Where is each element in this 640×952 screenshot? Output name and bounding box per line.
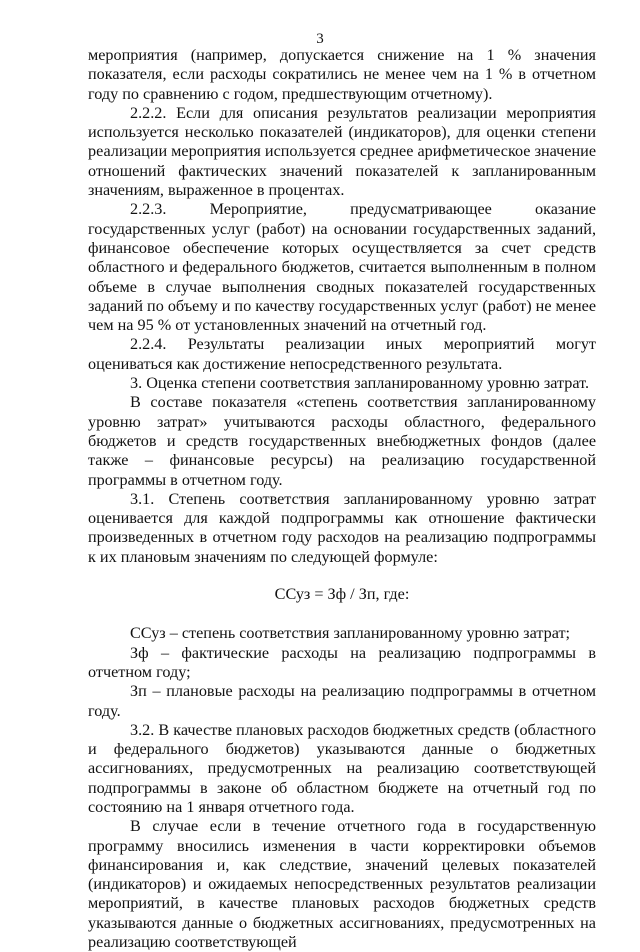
definition-zp: Зп – плановые расходы на реализацию подпрограммы в отчетном году.	[88, 682, 596, 720]
paragraph-3-1: 3.1. Степень соответствия запланированному уровню затрат оценивается для каждой подпрограммы как отношение фактически произведенных в отчетном году расходов на реализацию подпрограммы к их плановым значениям по следующей формуле:	[88, 489, 596, 566]
paragraph-2-2-2: 2.2.2. Если для описания результатов реализации мероприятия используется несколько показателей (индикаторов), для оценки степени реализации мероприятия используется среднее арифметическое значение отношений фактических значений показателей к запланированным значениям, выраженное в процентах.	[88, 103, 596, 200]
section-3-heading: 3. Оценка степени соответствия запланированному уровню затрат.	[130, 374, 590, 393]
paragraph-continuation: мероприятия (например, допускается снижение на 1 % значения показателя, если расходы сократились не менее чем на 1 % в отчетном году по сравнению с годом, предшествующим отчетному).	[88, 46, 596, 103]
definition-ccuz: ССуз – степень соответствия запланированному уровню затрат;	[130, 624, 571, 643]
document-body	[88, 46, 596, 952]
paragraph-section-3-intro: В составе показателя «степень соответствия запланированному уровню затрат» учитываются расходы областного, федерального бюджетов и средств государственных внебюджетных фондов (далее также – финансовые ресурсы) на реализацию государственной программы в отчетном году.	[88, 393, 596, 489]
formula: ССуз = Зф / Зп, где:	[274, 585, 410, 604]
paragraph-3-2: 3.2. В качестве плановых расходов бюджетных средств (областного и федерального бюджетов) указываются данные о бюджетных ассигнованиях, предусмотренных на реализацию соответствующей подпрограммы в законе об областном бюджете на отчетный год по состоянию на 1 января отчетного года.	[88, 720, 596, 816]
paragraph-2-2-3: 2.2.3. Мероприятие, предусматривающее оказание государственных услуг (работ) на основании государственных заданий, финансовое обеспечение которых осуществляется за счет средств областного и федерального бюджетов, считается выполненным в полном объеме в случае выполнения сводных показателей государственных заданий по объему и по качеству государственных услуг (работ) не менее чем на 95 % от установленных значений на отчетный год.	[88, 200, 597, 335]
paragraph-2-2-4: 2.2.4. Результаты реализации иных мероприятий могут оцениваться как достижение непосредственного результата.	[88, 335, 596, 373]
definition-zf: Зф – фактические расходы на реализацию подпрограммы в отчетном году;	[88, 643, 596, 681]
paragraph-changes: В случае если в течение отчетного года в государственную программу вносились изменения в части корректировки объемов финансирования и, как следствие, значений целевых показателей (индикаторов) и ожидаемых непосредственных результатов реализации мероприятий, в качестве плановых расходов бюджетных средств указываются данные о бюджетных ассигнованиях, предусмотренных на реализацию соответствующей	[88, 817, 596, 952]
page-number: 3	[316, 31, 324, 47]
